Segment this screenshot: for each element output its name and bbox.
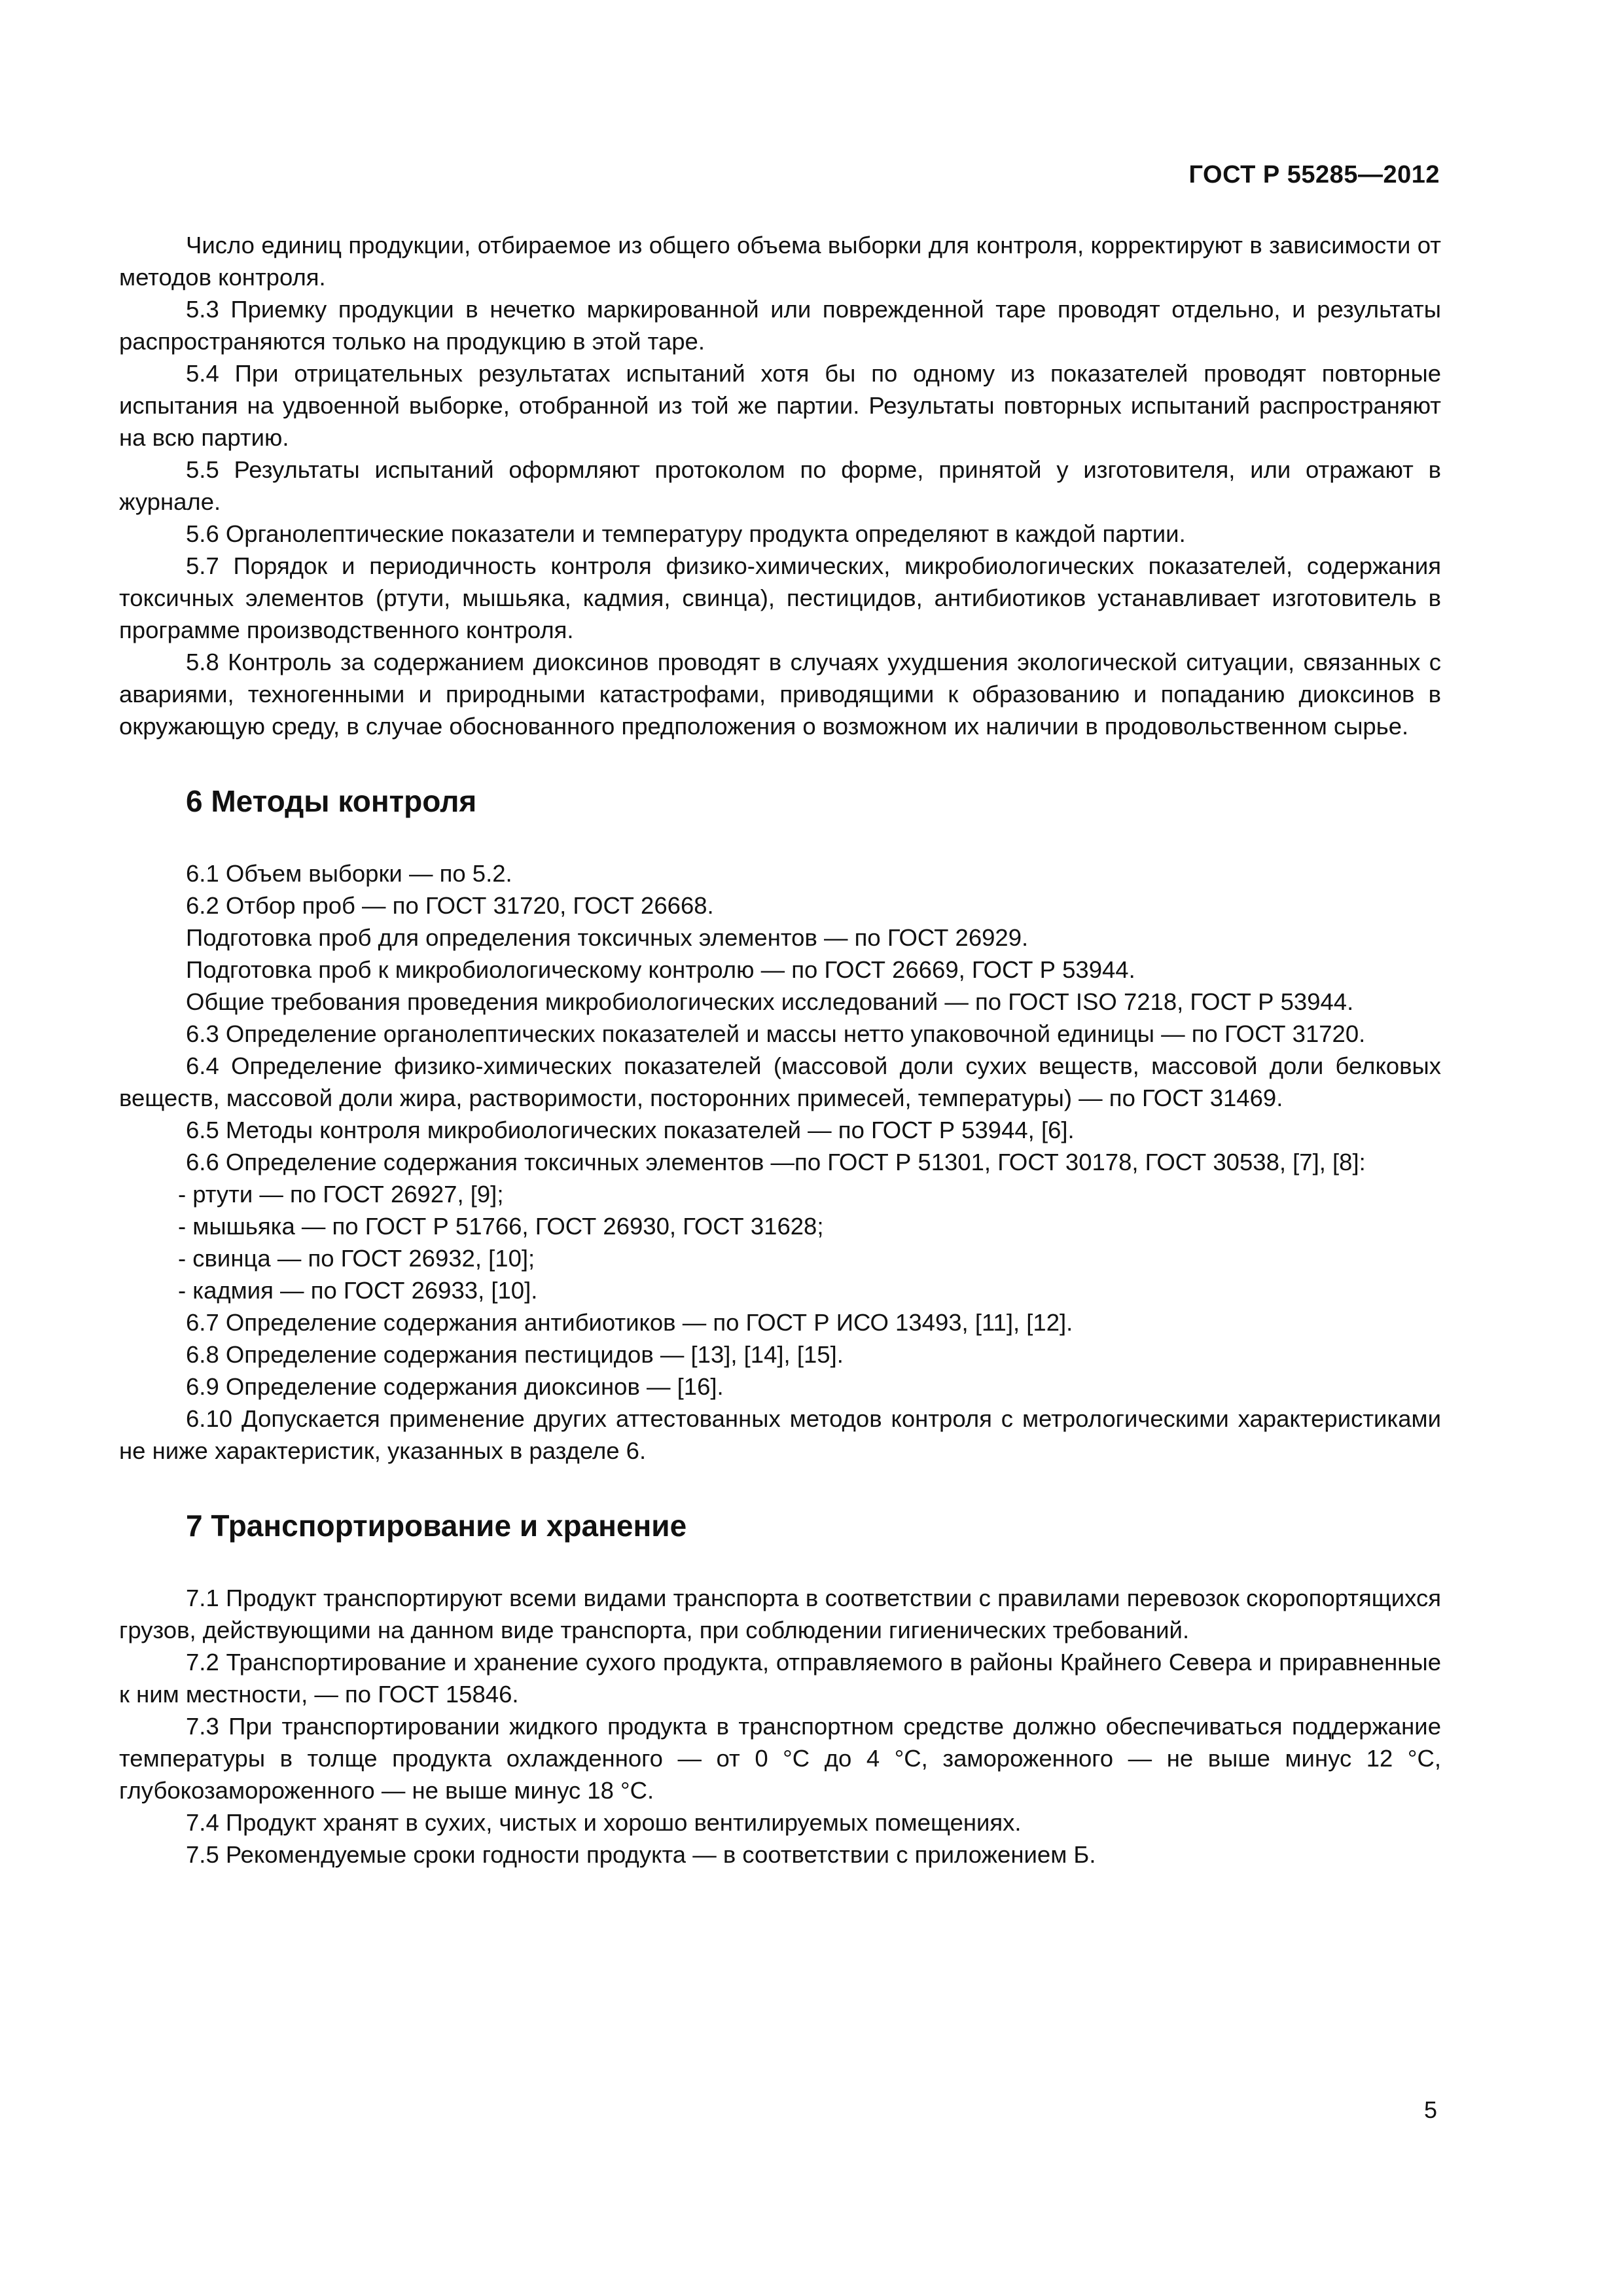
paragraph-5-6: 5.6 Органолептические показатели и температуру продукта определяют в каждой партии. xyxy=(186,520,1186,547)
paragraph-7-3: 7.3 При транспортировании жидкого продукта в транспортном средстве должно обеспечиваться поддержание температуры в толще продукта охлажденного — от 0 °С до 4 °С, замороженного — не выше минус 12 °С, глубокозамороженного — не выше минус 18 °С. xyxy=(119,1713,1441,1804)
paragraph-6-7: 6.7 Определение содержания антибиотиков — по ГОСТ Р ИСО 13493, [11], [12]. xyxy=(186,1309,1073,1336)
paragraph-6-1: 6.1 Объем выборки — по 5.2. xyxy=(186,860,512,887)
paragraph-7-1: 7.1 Продукт транспортируют всеми видами транспорта в соответствии с правилами перевозок скоропортящихся грузов, действующими на данном виде транспорта, при соблюдении гигиенических требований. xyxy=(119,1585,1441,1643)
document-body xyxy=(119,229,1441,1871)
paragraph-5-7: 5.7 Порядок и периодичность контроля физико-химических, микробиологических показателей, содержания токсичных элементов (ртути, мышьяка, кадмия, свинца), пестицидов, антибиотиков устанавливает изготовитель в программе производственного контроля. xyxy=(119,552,1441,643)
paragraph-6-2-toxic-prep: Подготовка проб для определения токсичных элементов — по ГОСТ 26929. xyxy=(186,924,1029,951)
paragraph-5-8: 5.8 Контроль за содержанием диоксинов проводят в случаях ухудшения экологической ситуации, связанных с авариями, техногенными и природными катастрофами, приводящими к образованию и попаданию диоксинов в окружающую среду, в случае обоснованного предположения о возможном их наличии в продовольственном сырье. xyxy=(119,649,1441,740)
list-item: - ртути — по ГОСТ 26927, [9]; xyxy=(178,1181,504,1208)
paragraph-6-2: 6.2 Отбор проб — по ГОСТ 31720, ГОСТ 26668. xyxy=(186,892,714,919)
paragraph-5-2-cont: Число единиц продукции, отбираемое из общего объема выборки для контроля, корректируют в зависимости от методов контроля. xyxy=(119,232,1441,291)
paragraph-6-2-general: Общие требования проведения микробиологических исследований — по ГОСТ ISO 7218, ГОСТ Р 53944. xyxy=(186,988,1354,1015)
document-code: ГОСТ Р 55285—2012 xyxy=(1188,161,1440,188)
paragraph-6-9: 6.9 Определение содержания диоксинов — [16]. xyxy=(186,1373,724,1400)
paragraph-7-4: 7.4 Продукт хранят в сухих, чистых и хорошо вентилируемых помещениях. xyxy=(186,1809,1022,1836)
list-item: - свинца — по ГОСТ 26932, [10]; xyxy=(178,1245,535,1272)
section-7-heading: 7 Транспортирование и хранение xyxy=(186,1509,687,1543)
paragraph-6-2-micro-prep: Подготовка проб к микробиологическому контролю — по ГОСТ 26669, ГОСТ Р 53944. xyxy=(186,956,1135,983)
list-item: - мышьяка — по ГОСТ Р 51766, ГОСТ 26930, ГОСТ 31628; xyxy=(178,1213,824,1240)
paragraph-5-4: 5.4 При отрицательных результатах испытаний хотя бы по одному из показателей проводят повторные испытания на удвоенной выборке, отобранной из той же партии. Результаты повторных испытаний распространяют на всю партию. xyxy=(119,360,1441,451)
section-6-heading: 6 Методы контроля xyxy=(186,784,477,818)
list-item: - кадмия — по ГОСТ 26933, [10]. xyxy=(178,1277,538,1304)
paragraph-6-6: 6.6 Определение содержания токсичных элементов —по ГОСТ Р 51301, ГОСТ 30178, ГОСТ 30538, [7], [8]: xyxy=(186,1149,1366,1175)
paragraph-6-4: 6.4 Определение физико-химических показателей (массовой доли сухих веществ, массовой доли белковых веществ, массовой доли жира, растворимости, посторонних примесей, температуры) — по ГОСТ 31469. xyxy=(119,1052,1441,1111)
paragraph-7-2: 7.2 Транспортирование и хранение сухого продукта, отправляемого в районы Крайнего Севера и приравненные к ним местности, — по ГОСТ 15846. xyxy=(119,1649,1441,1708)
paragraph-5-3: 5.3 Приемку продукции в нечетко маркированной или поврежденной таре проводят отдельно, и результаты распространяются только на продукцию в этой таре. xyxy=(119,296,1441,355)
paragraph-6-5: 6.5 Методы контроля микробиологических показателей — по ГОСТ Р 53944, [6]. xyxy=(186,1117,1075,1143)
paragraph-5-5: 5.5 Результаты испытаний оформляют протоколом по форме, принятой у изготовителя, или отражают в журнале. xyxy=(119,456,1441,515)
paragraph-6-10: 6.10 Допускается применение других аттестованных методов контроля с метрологическими характеристиками не ниже характеристик, указанных в разделе 6. xyxy=(119,1405,1441,1464)
paragraph-7-5: 7.5 Рекомендуемые сроки годности продукта — в соответствии с приложением Б. xyxy=(186,1841,1096,1868)
paragraph-6-8: 6.8 Определение содержания пестицидов — [13], [14], [15]. xyxy=(186,1341,844,1368)
paragraph-6-3: 6.3 Определение органолептических показателей и массы нетто упаковочной единицы — по ГОСТ 31720. xyxy=(186,1020,1366,1047)
page-number: 5 xyxy=(1423,2096,1437,2123)
